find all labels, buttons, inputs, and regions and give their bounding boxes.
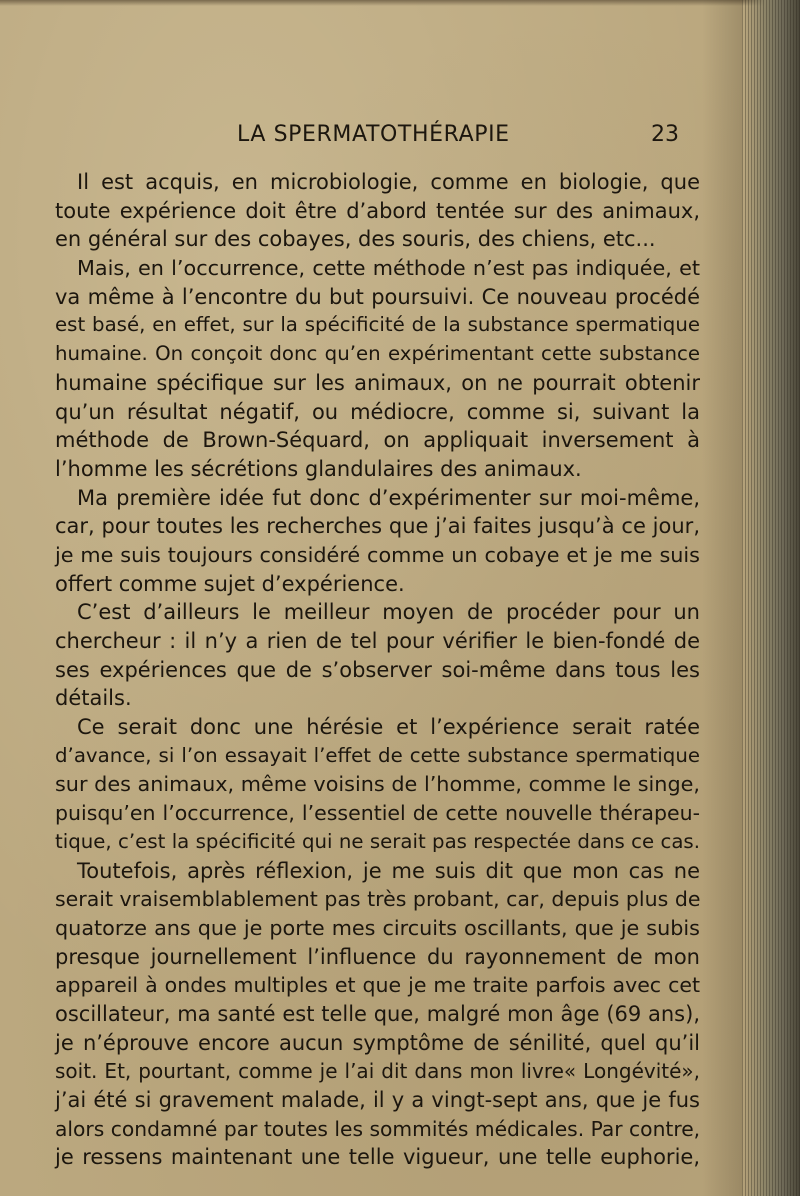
text-line: je n’éprouve encore aucun symptôme de sénilité, quel qu’il xyxy=(55,1030,700,1055)
text-line: Ce serait donc une hérésie et l’expérience serait ratée xyxy=(77,715,700,740)
body-text xyxy=(55,168,700,1172)
page-number: 23 xyxy=(651,122,679,147)
book-spine-edge xyxy=(742,0,800,1196)
text-line: humaine spécifique sur les animaux, on ne pourrait obtenir xyxy=(55,370,700,395)
text-line: Ma première idée fut donc d’expérimenter sur moi-même, xyxy=(77,485,700,510)
text-line: Mais, en l’occurrence, cette méthode n’est pas indiquée, et xyxy=(77,256,700,281)
text-line: serait vraisemblablement pas très probant, car, depuis plus de xyxy=(55,887,701,912)
text-line: je me suis toujours considéré comme un cobaye et je me suis xyxy=(55,542,700,567)
page-header xyxy=(0,120,800,150)
text-line: tique, c’est la spécificité qui ne serait pas respectée dans ce cas. xyxy=(55,829,700,853)
text-line: Il est acquis, en microbiologie, comme en biologie, que xyxy=(77,170,700,194)
text-line: car, pour toutes les recherches que j’ai faites jusqu’à ce jour, xyxy=(55,514,700,539)
text-line: va même à l’encontre du but poursuivi. Ce nouveau procédé xyxy=(55,284,700,309)
text-line: quatorze ans que je porte mes circuits oscillants, que je subis xyxy=(55,915,700,940)
text-line: humaine. On conçoit donc qu’en expérimentant cette substance xyxy=(55,342,700,366)
text-line: Toutefois, après réflexion, je me suis dit que mon cas ne xyxy=(77,858,700,883)
running-title: LA SPERMATOTHÉRAPIE xyxy=(237,122,510,147)
text-line: soit. Et, pourtant, comme je l’ai dit dans mon livre« Longévité», xyxy=(55,1059,700,1084)
text-line: ses expériences que de s’observer soi-même dans tous les xyxy=(55,657,700,682)
text-line: je ressens maintenant une telle vigueur, une telle euphorie, xyxy=(55,1145,700,1170)
page-top-edge xyxy=(0,0,800,6)
text-line: est basé, en effet, sur la spécificité de la substance spermatique xyxy=(55,313,700,337)
text-line: en général sur des cobayes, des souris, des chiens, etc... xyxy=(55,227,656,252)
text-line: oscillateur, ma santé est telle que, malgré mon âge (69 ans), xyxy=(55,1001,700,1026)
text-line: méthode de Brown-Séquard, on appliquait inversement à xyxy=(55,428,700,453)
text-line: l’homme les sécrétions glandulaires des animaux. xyxy=(55,456,582,481)
text-line: toute expérience doit être d’abord tentée sur des animaux, xyxy=(55,198,700,223)
text-line: puisqu’en l’occurrence, l’essentiel de cette nouvelle thérapeu- xyxy=(55,801,700,826)
text-line: sur des animaux, même voisins de l’homme, comme le singe, xyxy=(55,772,700,797)
text-line: chercheur : il n’y a rien de tel pour vérifier le bien-fondé de xyxy=(55,629,700,653)
text-line: détails. xyxy=(55,686,132,711)
text-line: C’est d’ailleurs le meilleur moyen de procéder pour un xyxy=(77,600,700,625)
text-line: offert comme sujet d’expérience. xyxy=(55,571,405,596)
text-line: qu’un résultat négatif, ou médiocre, comme si, suivant la xyxy=(55,399,700,424)
text-line: presque journellement l’influence du rayonnement de mon xyxy=(55,944,700,969)
text-line: appareil à ondes multiples et que je me traite parfois avec cet xyxy=(55,973,700,998)
text-line: d’avance, si l’on essayait l’effet de cette substance spermatique xyxy=(55,743,700,767)
text-line: alors condamné par toutes les sommités médicales. Par contre, xyxy=(55,1116,701,1141)
binding-shadow xyxy=(702,0,742,1196)
text-line: j’ai été si gravement malade, il y a vingt-sept ans, que je fus xyxy=(55,1088,700,1112)
